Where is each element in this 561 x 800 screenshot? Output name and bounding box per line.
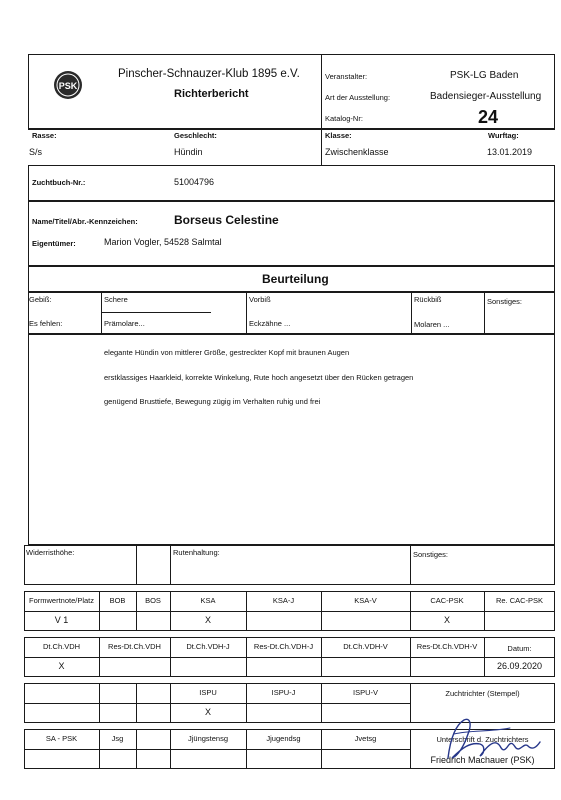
grade-value-ksa: X — [204, 615, 211, 625]
tail-label: Rutenhaltung: — [173, 548, 220, 557]
sex-label: Geschlecht: — [174, 131, 217, 140]
grade-header-cac: CAC-PSK — [430, 596, 464, 605]
footer-header-jjugendsg: Jjugendsg — [266, 734, 301, 743]
organizer-value: PSK-LG Baden — [450, 70, 519, 81]
ispu-header-ispu: ISPU — [199, 688, 217, 697]
catalog-number: 24 — [478, 107, 499, 127]
dog-name: Borseus Celestine — [174, 213, 279, 227]
canines-label: Eckzähne ... — [249, 319, 291, 328]
class-label: Klasse: — [325, 131, 352, 140]
grade-header-formwert: Formwertnote/Platz — [28, 596, 95, 605]
title-header-dt-ch-v: Dt.Ch.VDH-V — [343, 642, 388, 651]
grade-header-bob: BOB — [109, 596, 126, 605]
measurements-box — [24, 545, 555, 585]
grade-header-ksa-v: KSA-V — [354, 596, 377, 605]
studbook-box — [28, 165, 555, 201]
grade-header-ksa: KSA — [200, 596, 216, 605]
withers-label: Widerristhöhe: — [26, 548, 75, 557]
title-header-dt-ch-j: Dt.Ch.VDH-J — [186, 642, 230, 651]
ispu-value-ispu: X — [204, 707, 211, 717]
title-header-res-dt-ch-j: Res-Dt.Ch.VDH-J — [253, 642, 314, 651]
title-header-res-dt-ch-v: Res-Dt.Ch.VDH-V — [416, 642, 478, 651]
assessment-title: Beurteilung — [262, 272, 329, 286]
missing-label: Es fehlen: — [29, 319, 63, 328]
grade-value-formwert: V 1 — [54, 615, 69, 625]
bite-value: Schere — [104, 295, 128, 304]
bite-label: Gebiß: — [29, 295, 52, 304]
catalog-label: Katalog-Nr: — [325, 114, 363, 123]
psk-logo — [53, 70, 83, 100]
overbite-label: Vorbiß — [249, 295, 271, 304]
class-value: Zwischenklasse — [325, 147, 389, 157]
assessment-line-3: genügend Brusttiefe, Bewegung zügig im Verhalten ruhig und frei — [104, 397, 321, 406]
judge-name: Friedrich Machauer (PSK) — [430, 755, 535, 765]
exhibition-type-value: Badensieger-Ausstellung — [430, 91, 542, 102]
assessment-line-1: elegante Hündin von mittlerer Größe, gestreckter Kopf mit braunen Augen — [104, 348, 350, 357]
grade-header-res-cac: Re. CAC-PSK — [495, 596, 544, 605]
assessment-line-2: erstklassiges Haarkleid, korrekte Winkelung, Rute hoch angesetzt über den Rücken getragen — [104, 373, 414, 382]
grade-header-ksa-j: KSA-J — [272, 596, 295, 605]
judge-stamp-label: Zuchtrichter (Stempel) — [445, 689, 520, 698]
owner-value: Marion Vogler, 54528 Salmtal — [104, 237, 222, 247]
organizer-label: Veranstalter: — [325, 72, 368, 81]
breed-label: Rasse: — [32, 131, 57, 140]
footer-header-sa-psk: SA - PSK — [45, 734, 78, 743]
grade-header-bos: BOS — [145, 596, 161, 605]
name-label: Name/Titel/Abr.-Kennzeichen: — [32, 217, 138, 226]
grade-value-cac: X — [443, 615, 450, 625]
studbook-value: 51004796 — [174, 177, 215, 187]
litter-date-value: 13.01.2019 — [487, 147, 533, 157]
title-value-date: 26.09.2020 — [496, 661, 543, 671]
ispu-header-ispu-v: ISPU-V — [352, 688, 378, 697]
ispu-header-ispu-j: ISPU-J — [271, 688, 296, 697]
name-owner-box — [28, 201, 555, 266]
logo-lettering: PSK — [58, 81, 78, 91]
owner-label: Eigentümer: — [32, 239, 76, 248]
underbite-label: Rückbiß — [414, 295, 442, 304]
studbook-label: Zuchtbuch-Nr.: — [32, 178, 86, 187]
footer-header-jsg: Jsg — [111, 734, 124, 743]
club-name: Pinscher-Schnauzer-Klub 1895 e.V. — [118, 68, 300, 80]
molars-label: Molaren ... — [414, 320, 450, 329]
report-title: Richterbericht — [174, 88, 249, 100]
assessment-text-box — [28, 334, 555, 545]
exhibition-type-label: Art der Ausstellung: — [325, 93, 391, 102]
title-value-dt-ch: X — [58, 661, 65, 671]
litter-date-label: Wurftag: — [488, 131, 519, 140]
signature-label: Unterschrift d. Zuchtrichters — [436, 735, 529, 744]
judge-signature — [440, 712, 552, 764]
title-header-res-dt-ch: Res-Dt.Ch.VDH — [108, 642, 161, 651]
footer-header-jvetsg: Jvetsg — [354, 734, 377, 743]
title-header-date: Datum: — [507, 644, 532, 653]
breed-value: S/s — [29, 147, 43, 157]
sex-value: Hündin — [174, 147, 203, 157]
footer-header-jjuengstensg: Jjüngstensg — [187, 734, 229, 743]
measurements-other-label: Sonstiges: — [413, 550, 449, 559]
premolars-label: Prämolare... — [104, 319, 145, 328]
teeth-other-label: Sonstiges: — [487, 297, 523, 306]
title-header-dt-ch: Dt.Ch.VDH — [42, 642, 81, 651]
